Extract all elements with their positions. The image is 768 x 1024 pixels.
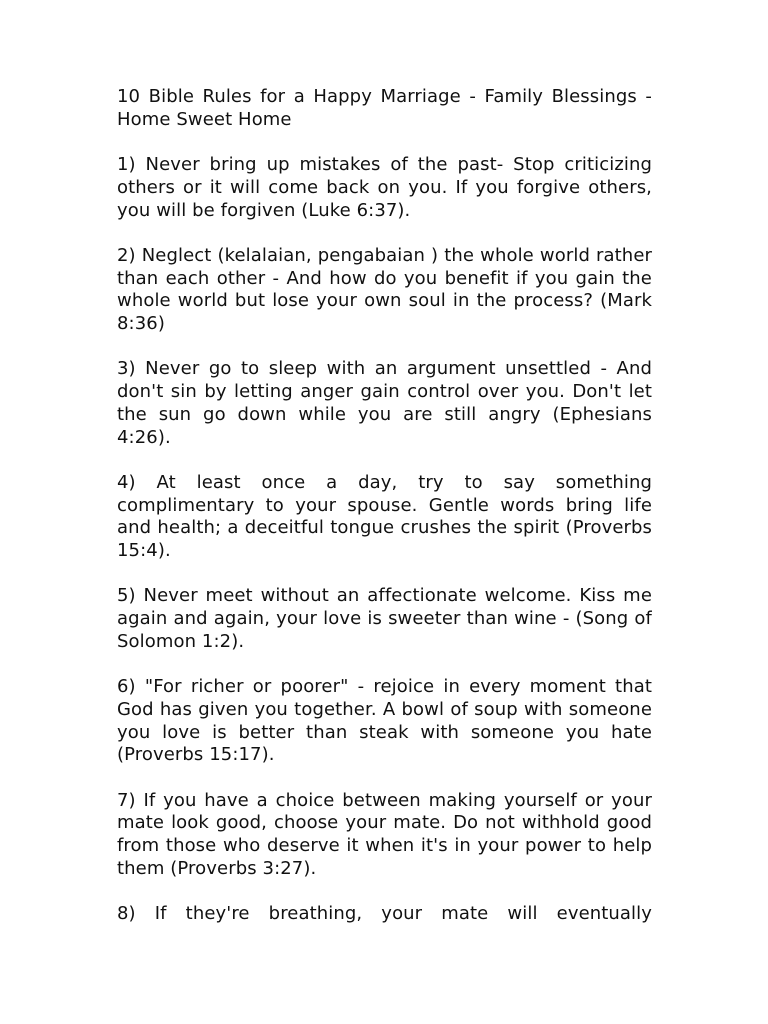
document-title: 10 Bible Rules for a Happy Marriage - Family Blessings - Home Sweet Home <box>117 86 652 130</box>
rule-paragraph: 1) Never bring up mistakes of the past- Stop criticizing others or it will come back on you. If you forgive others, you will be forgiven (Luke 6:37). <box>117 154 652 221</box>
rule-paragraph: 4) At least once a day, try to say something complimentary to your spouse. Gentle words bring life and health; a deceitful tongue crushes the spirit (Proverbs 15:4). <box>117 471 652 561</box>
rule-paragraph: 6) "For richer or poorer" - rejoice in every moment that God has given you together. A bowl of soup with someone you love is better than steak with someone you hate (Proverbs 15:17). <box>117 676 652 766</box>
rule-paragraph: 2) Neglect (kelalaian, pengabaian ) the whole world rather than each other - And how do you benefit if you gain the whole world but lose your own soul in the process? (Mark 8:36) <box>117 244 652 334</box>
rule-paragraph: 3) Never go to sleep with an argument unsettled - And don't sin by letting anger gain control over you. Don't let the sun go down while you are still angry (Ephesians 4:26). <box>117 358 652 448</box>
rule-paragraph: 8) If they're breathing, your mate will eventually <box>117 903 652 925</box>
document-page <box>117 86 652 1024</box>
rule-paragraph: 7) If you have a choice between making yourself or your mate look good, choose your mate. Do not withhold good from those who deserve it when it's in your power to help them (Proverbs 3:27). <box>117 789 652 879</box>
rule-paragraph: 5) Never meet without an affectionate welcome. Kiss me again and again, your love is sweeter than wine - (Song of Solomon 1:2). <box>117 585 652 652</box>
